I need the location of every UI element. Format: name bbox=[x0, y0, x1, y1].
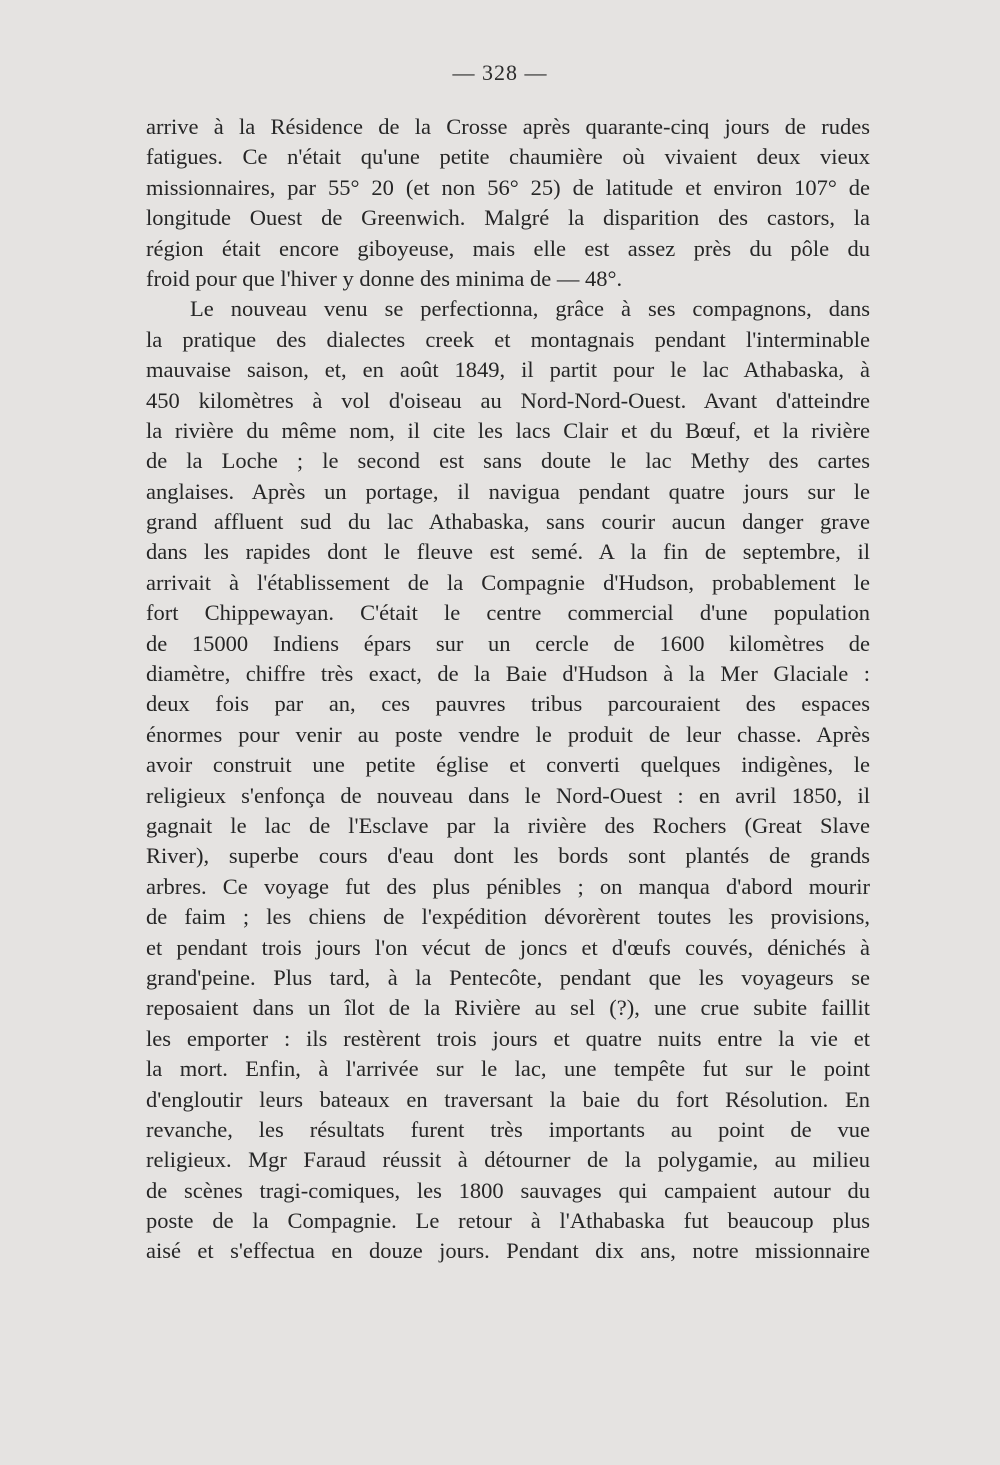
text-line: dans les rapides dont le fleuve est semé. A la fin de septembre, il bbox=[146, 539, 870, 565]
text-line: de 15000 Indiens épars sur un cercle de 1600 kilomètres de bbox=[146, 630, 870, 656]
text-line: arrivait à l'établissement de la Compagnie d'Hudson, probablement le bbox=[146, 569, 870, 595]
text-line: reposaient dans un îlot de la Rivière au sel (?), une crue subite faillit bbox=[146, 995, 870, 1021]
text-line: revanche, les résultats furent très importants au point de vue bbox=[146, 1116, 870, 1142]
text-line: énormes pour venir au poste vendre le produit de leur chasse. Après bbox=[146, 721, 870, 747]
text-line: fatigues. Ce n'était qu'une petite chaumière où vivaient deux vieux bbox=[146, 144, 870, 170]
text-line: religieux. Mgr Faraud réussit à détourner de la polygamie, au milieu bbox=[146, 1147, 870, 1173]
text-line: la rivière du même nom, il cite les lacs Clair et du Bœuf, et la rivière bbox=[146, 417, 870, 443]
text-line: poste de la Compagnie. Le retour à l'Athabaska fut beaucoup plus bbox=[146, 1208, 870, 1234]
text-line: missionnaires, par 55° 20 (et non 56° 25) de latitude et environ 107° de bbox=[146, 174, 870, 200]
text-line: fort Chippewayan. C'était le centre commercial d'une population bbox=[146, 600, 870, 626]
text-line: grand'peine. Plus tard, à la Pentecôte, pendant que les voyageurs se bbox=[146, 964, 870, 990]
text-line: froid pour que l'hiver y donne des minima de — 48°. bbox=[146, 265, 623, 291]
text-line: arrive à la Résidence de la Crosse après quarante-cinq jours de rudes bbox=[146, 114, 870, 139]
text-line: aisé et s'effectua en douze jours. Pendant dix ans, notre missionnaire bbox=[146, 1238, 870, 1264]
text-line: River), superbe cours d'eau dont les bords sont plantés de grands bbox=[146, 843, 870, 869]
text-line: la mort. Enfin, à l'arrivée sur le lac, une tempête fut sur le point bbox=[146, 1056, 870, 1082]
text-line: Le nouveau venu se perfectionna, grâce à ses compagnons, dans bbox=[190, 296, 870, 322]
text-line: mauvaise saison, et, en août 1849, il partit pour le lac Athabaska, à bbox=[146, 357, 870, 383]
page-number: — 328 — bbox=[452, 60, 548, 85]
text-line: avoir construit une petite église et converti quelques indigènes, le bbox=[146, 752, 870, 778]
text-line: les emporter : ils restèrent trois jours et quatre nuits entre la vie et bbox=[146, 1025, 870, 1051]
text-line: de scènes tragi-comiques, les 1800 sauvages qui campaient autour du bbox=[146, 1177, 870, 1203]
text-line: religieux s'enfonça de nouveau dans le Nord-Ouest : en avril 1850, il bbox=[146, 782, 870, 808]
text-line: grand affluent sud du lac Athabaska, sans courir aucun danger grave bbox=[146, 509, 870, 535]
body-text bbox=[146, 112, 870, 1267]
text-line: anglaises. Après un portage, il navigua pendant quatre jours sur le bbox=[146, 478, 870, 504]
text-line: gagnait le lac de l'Esclave par la rivière des Rochers (Great Slave bbox=[146, 812, 870, 838]
text-line: longitude Ouest de Greenwich. Malgré la disparition des castors, la bbox=[146, 205, 870, 231]
text-line: diamètre, chiffre très exact, de la Baie d'Hudson à la Mer Glaciale : bbox=[146, 661, 870, 687]
text-line: 450 kilomètres à vol d'oiseau au Nord-Nord-Ouest. Avant d'atteindre bbox=[146, 387, 870, 413]
text-line: et pendant trois jours l'on vécut de joncs et d'œufs couvés, dénichés à bbox=[146, 934, 870, 960]
text-line: de la Loche ; le second est sans doute le lac Methy des cartes bbox=[146, 448, 870, 474]
text-line: arbres. Ce voyage fut des plus pénibles ; on manqua d'abord mourir bbox=[146, 873, 870, 899]
text-line: région était encore giboyeuse, mais elle est assez près du pôle du bbox=[146, 235, 870, 261]
text-line: la pratique des dialectes creek et montagnais pendant l'interminable bbox=[146, 326, 870, 352]
text-line: d'engloutir leurs bateaux en traversant la baie du fort Résolution. En bbox=[146, 1086, 870, 1112]
text-line: de faim ; les chiens de l'expédition dévorèrent toutes les provisions, bbox=[146, 904, 870, 930]
text-line: deux fois par an, ces pauvres tribus parcouraient des espaces bbox=[146, 691, 870, 717]
